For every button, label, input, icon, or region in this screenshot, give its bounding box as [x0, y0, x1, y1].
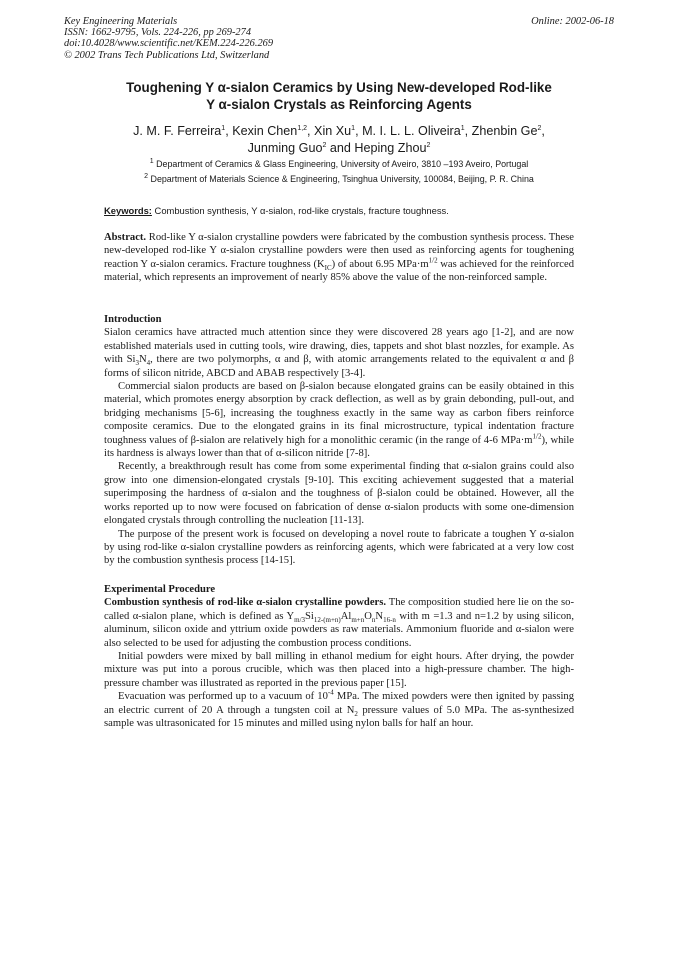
text-run: pressure values of 5.0 MPa. The as-synthesized sample was ultrasonicated for 15 minutes and milled using nylon balls for half an hour. — [104, 704, 575, 730]
author-name: Kexin Chen — [232, 124, 298, 138]
abstract-label: Abstract. — [104, 232, 147, 243]
author-name: Heping Zhou — [354, 141, 427, 155]
doi-line: doi:10.4028/www.scientific.net/KEM.224-226.269 — [64, 38, 274, 50]
title-line-1: Toughening Y α-sialon Ceramics by Using New-developed Rod-like — [126, 80, 552, 95]
subscript: m/3 — [294, 615, 306, 624]
author-affil-sup: 1 — [460, 124, 465, 132]
affil-number: 2 — [144, 172, 149, 180]
text-run: The composition studied here lie on the so-called α-sialon plane, which is defined as Y — [104, 597, 575, 622]
author-line-1: J. M. F. Ferreira$^1$, Kexin Chen$^{1,2}$, Xin Xu$^1$, M. I. L. L. Oliveira$^1$, Zhenbin Ge$^2$, — [133, 124, 545, 138]
keywords-text: Combustion synthesis, Y α-sialon, rod-like crystals, fracture toughness. — [154, 205, 449, 216]
text-run: with m =1.3 and n=1.2 by using silicon, aluminum, silicon oxide and yttrium oxide powders as raw materials. Ammonium fluoride and α-sialon were also selected to be used for adjusting the combustion process conditions. — [104, 610, 574, 649]
subscript: 16-n — [383, 615, 396, 624]
text-run: Al — [340, 610, 352, 622]
abstract — [104, 231, 574, 285]
paragraph — [104, 326, 574, 380]
paragraph — [104, 380, 574, 460]
paragraph — [104, 690, 574, 730]
affil-text: Department of Ceramics & Glass Engineering, University of Aveiro, 3810 –193 Aveiro, Portugal — [156, 159, 529, 169]
paragraph: Recently, a breakthrough result has come from some experimental finding that α-sialon grains could also grow into one dimension-elongated crystals [9-10]. This exciting achievement suggested that a material superimposing the hardness of α-sialon and the toughness of β-sialon could be obtained. However, all the works reported up to now were focused on fabrication of dense α-sialon products with some one-dimension elongated crystals through controlling the nucleation [11-13]. — [104, 461, 574, 527]
author-list — [60, 123, 618, 157]
abstract-text: ) of about 6.95 MPa·m — [331, 258, 429, 270]
affil-text: Department of Materials Science & Engineering, Tsinghua University, 100084, Beijing, P. R. China — [150, 173, 534, 184]
units-superscript: 1/2 — [428, 256, 438, 265]
affiliations — [60, 157, 618, 186]
text-run: Sialon ceramics have attracted much attention since they were discovered 28 years ago [1-2], and are now established materials used in cutting tools, wire drawing, dies, tappets and shot blast nozzles, for example. As with Si — [104, 327, 574, 366]
section-heading: Experimental Procedure — [104, 584, 216, 595]
author-affil-sup: 1,2 — [297, 124, 308, 132]
affiliation-1 — [60, 157, 618, 172]
author-affil-sup: 2 — [426, 141, 431, 149]
subscript: 4 — [146, 359, 151, 368]
abstract-text: Rod-like Y α-sialon crystalline powders were fabricated by the combustion synthesis process. These new-developed rod-like Y α-sialon crystalline powders were then used as reinforcing agents for toughening reaction Y α-sialon ceramics. Fracture toughness (K — [104, 232, 574, 270]
and-word: and — [329, 141, 351, 155]
author-affil-sup: 2 — [537, 124, 542, 132]
subscript: n — [371, 615, 376, 624]
affiliation-2 — [60, 172, 618, 187]
paragraph: The purpose of the present work is focused on developing a novel route to fabricate a toughen Y α-sialon by using rod-like α-sialon crystalline powders as reinforcing agents, which were fabricated at a very low cost by the combustion synthesis process [14-15]. — [104, 528, 574, 567]
text-run: Evacuation was performed up to a vacuum of 10 — [118, 691, 328, 703]
author-line-2 — [60, 140, 618, 157]
text-run: Si — [305, 610, 314, 622]
section-heading: Introduction — [104, 314, 162, 325]
abstract-text: was achieved for the reinforced material, which represents an improvement of nearly 85% above the value of the non-reinforced sample. — [104, 258, 574, 284]
journal-header — [64, 16, 273, 61]
superscript: 1/2 — [532, 432, 542, 441]
author-name: Junming Guo — [247, 141, 323, 155]
author-affil-sup: 1 — [221, 124, 226, 132]
keywords-label: Keywords: — [104, 205, 152, 216]
text-run: N — [138, 354, 147, 366]
keywords — [104, 205, 574, 216]
text-run: MPa. The mixed powders were then ignited by passing an electric current of 20 A through a tungsten coil at N — [104, 691, 574, 716]
online-date: Online: 2002-06-18 — [531, 16, 614, 27]
subscript: 3 — [135, 359, 139, 368]
subscript: 12-(m+n) — [313, 615, 341, 624]
author-name: M. I. L. L. Oliveira — [362, 124, 461, 138]
text-run: N — [375, 610, 384, 622]
title-line-2: Y α-sialon Crystals as Reinforcing Agents — [206, 97, 472, 112]
text-run: ), while its hardness is always lower than that of α-silicon nitride [7-8]. — [104, 434, 574, 460]
paragraph: Initial powders were mixed by ball milling in ethanol medium for eight hours. After drying, the powder mixture was put into a porous crucible, which was then placed into a high-pressure chamber. The high-pressure chamber was illustrated as reported in the previous paper [15]. — [104, 651, 574, 689]
introduction-section — [104, 313, 574, 568]
journal-name: Key Engineering Materials — [64, 16, 178, 27]
paper-title — [70, 79, 608, 113]
author-name: Zhenbin Ge — [471, 124, 538, 138]
issn-line: ISSN: 1662-9795, Vols. 224-226, pp 269-274 — [64, 27, 252, 39]
author-name: Xin Xu — [314, 124, 352, 138]
affil-number: 1 — [149, 158, 154, 166]
experimental-section — [104, 583, 574, 730]
text-run: Commercial sialon products are based on β-sialon because elongated grains can be easily obtained in this material, which promotes energy absorption by crack deflection, as well as by grain debonding, pull-out, and bridging mechanisms [5-6], increasing the toughness exactly in the same way as carbon fibers reinforce composite ceramics. Due to the elongated grains in its final microstructure, typical indentation fracture toughness values of β-sialon are relatively high for a monolithic ceramic (in the range of 4-6 MPa·m — [104, 381, 574, 446]
author-name: J. M. F. Ferreira — [133, 124, 222, 138]
text-run: O — [364, 610, 372, 622]
subscript: m+n — [351, 615, 365, 624]
kic-subscript: IC — [324, 263, 332, 272]
superscript: -4 — [327, 688, 334, 697]
author-affil-sup: 1 — [351, 124, 356, 132]
text-run: , there are two polymorphs, α and β, with atomic arrangements related to the equivalent α and β forms of silicon nitride, ABCD and ABAB respectively [3-4]. — [104, 354, 574, 379]
subsection-heading: Combustion synthesis of rod-like α-sialon crystalline powders. — [104, 597, 386, 609]
subscript: 2 — [354, 709, 358, 718]
author-affil-sup: 2 — [322, 141, 327, 149]
paragraph — [104, 596, 574, 650]
copyright-line: © 2002 Trans Tech Publications Ltd, Switzerland — [64, 49, 270, 61]
